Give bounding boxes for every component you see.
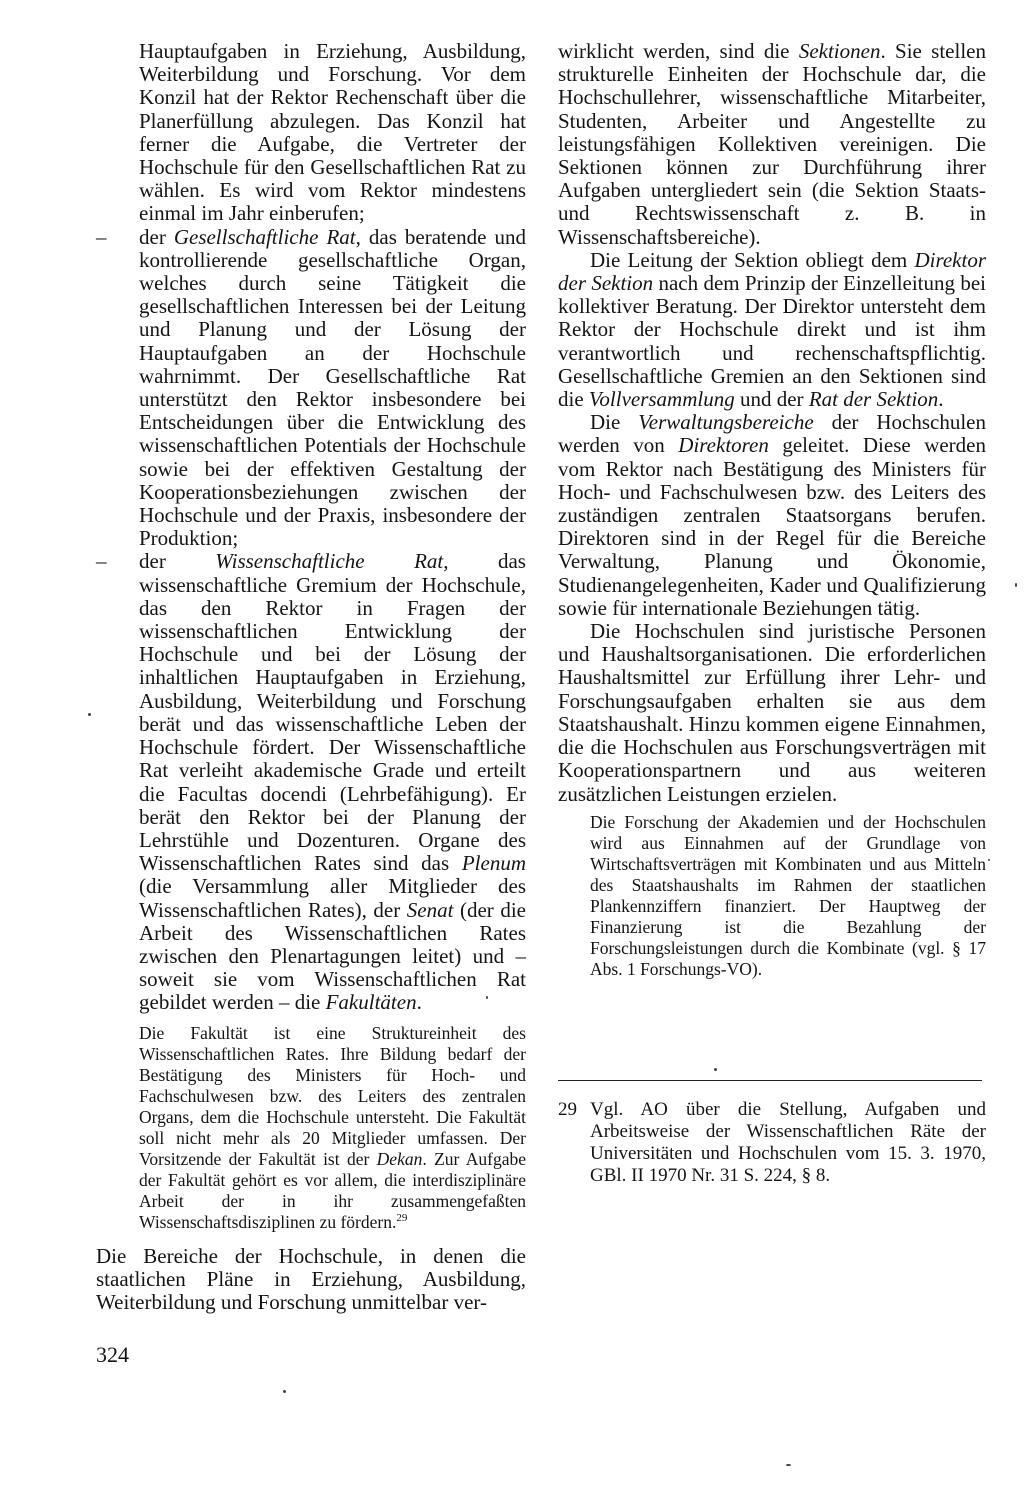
item-text-continued: (die Versammlung aller Mitglieder des Wissenschaftlichen Rates), der <box>139 874 526 922</box>
small-text: . Zur Aufgabe der Fakultät gehört es vor allem, die interdisziplinäre Arbeit der in ihr zusammengefaßten Wissenschaftsdisziplinen zu fördern. <box>139 1148 527 1232</box>
footnote <box>558 1099 986 1187</box>
item-text: , das beratende und kontrollierende gesellschaftliche Organ, welches durch seine Tätigkeit die gesellschaftlichen Interessen bei der Leitung und Planung und der Lösung der Hauptaufgaben an der Hochschule wahrnimmt. Der Gesellschaftliche Rat unterstützt den Rektor insbesondere bei Entscheidungen über die Entwicklung des wissenschaftlichen Potentials der Hochschule sowie bei der effektiven Gestaltung der Kooperationsbeziehungen zwischen der Hochschule und der Praxis, insbesondere der Produktion; <box>139 224 526 551</box>
scan-speck <box>486 996 488 999</box>
paragraph-leitung <box>558 249 986 411</box>
item-prefix: der <box>139 549 216 574</box>
term-wissenschaftliche-rat: Wissenschaftliche Rat <box>215 549 444 574</box>
footnote-text: Vgl. AO über die Stellung, Aufgaben und Arbeitsweise der Wissenschaftlichen Räte der Universitäten und Hochschulen vom 15. 3. 1970, GBl. II 1970 Nr. 31 S. 224, § 8. <box>590 1099 986 1186</box>
right-column <box>558 40 986 980</box>
scan-speck <box>88 713 91 716</box>
list-dash: – <box>96 224 107 249</box>
small-text: Die Forschung der Akademien und der Hochschulen wird aus Einnahmen auf der Grundlage von Wirtschaftsverträgen mit Kombinaten und aus Mitteln des Staatshaushalts im Rahmen der staatlichen Plankennziffern finanziert. Der Hauptweg der Finanzierung ist die Bezahlung der Forschungsleistungen durch die Kombinate (vgl. § 17 Abs. 1 Forschungs-VO). <box>590 811 986 979</box>
small-print-forschung <box>558 812 986 980</box>
term-sektionen: Sektionen <box>798 39 881 63</box>
paragraph-text: . Sie stellen strukturelle Einheiten der Hochschule dar, die Hochschullehrer, wissenschaftliche Mitarbeiter, Studenten, Arbeiter und Angestellte zu leistungsfähigen Kollektiven vereinigen. Die Sektionen können zur Durchführung ihrer Aufgaben untergliedert sein (die Sektion Staats- und Rechtswissenschaft z. B. in Wissenschaftsbereiche). <box>558 39 986 249</box>
paragraph-text: wirklicht werden, sind die <box>558 39 799 63</box>
term-gesellschaftliche-rat: Gesellschaftliche Rat <box>173 224 356 249</box>
list-item-gesellschaftlicher-rat <box>96 226 526 551</box>
scan-speck <box>786 1464 791 1466</box>
item-text-continued: (der die Arbeit des Wissenschaftlichen Rates zwischen den Plenartagungen leitet) und – soweit sie vom Wissenschaftlichen Rat gebildet werden – die <box>139 897 526 1015</box>
scan-speck <box>283 1390 286 1393</box>
item-prefix: der <box>139 224 174 249</box>
paragraph-text: geleitet. Diese werden vom Rektor nach Bestätigung des Ministers für Hoch- und Fachschulwesen bzw. des Leiters des zuständigen zentralen Staatsorgans berufen. Direktoren sind in der Regel für die Bereiche Verwaltung, Planung und Ökonomie, Studienangelegenheiten, Kader und Qualifizierung sowie für internationale Beziehungen tätig. <box>558 433 986 620</box>
term-direktoren: Direktoren <box>678 433 769 458</box>
paragraph-verwaltungsbereiche <box>558 411 986 620</box>
paragraph-text: nach dem Prinzip der Einzelleitung bei kollektiver Beratung. Der Direktor untersteht dem Rektor der Hochschule direkt und ist ihm verantwortlich und rechenschaftspflichtig. Gesellschaftliche Gremien an den Sektionen sind die <box>558 271 986 412</box>
term-dekan: Dekan <box>376 1148 423 1169</box>
paragraph-text: der Hochschulen werden von <box>558 410 986 458</box>
term-vollversammlung: Vollversammlung <box>588 387 735 412</box>
term-plenum: Plenum <box>461 851 526 876</box>
item-text-end: . <box>416 990 422 1015</box>
paragraph-text: Die Leitung der Sektion obliegt dem <box>590 247 915 272</box>
paragraph-hochschulen <box>558 620 986 806</box>
footnote-separator <box>558 1080 982 1081</box>
small-print-fakultaet <box>96 1023 526 1233</box>
scan-speck <box>988 859 990 861</box>
paragraph-text: . <box>938 387 944 412</box>
term-verwaltungsbereiche: Verwaltungsbereiche <box>638 410 814 435</box>
term-direktor-der-sektion: Direktor der Sektion <box>558 247 986 296</box>
paragraph-sektionen <box>558 40 986 249</box>
paragraph-text: Die Hochschulen sind juristische Personen und Haushaltsorganisationen. Die erforderlichen Haushaltsmittel zur Erfüllung ihrer Lehr- und Forschungsaufgaben erhalten sie aus dem Staatshaushalt. Hinzu kommen eigene Einnahmen, die die Hochschulen aus Forschungsverträgen mit Kooperationspartnern und aus weiteren zusätzlichen Leistungen erzielen. <box>558 619 986 806</box>
scan-speck <box>1015 583 1017 587</box>
footnote-reference: 29 <box>396 1211 408 1224</box>
small-text: Die Fakultät ist eine Struktureinheit des Wissenschaftlichen Rates. Ihre Bildung bedarf der Bestätigung des Ministers für Hoch- und Fachschulwesen bzw. des Leiters des zentralen Organs, dem die Hochschule untersteht. Die Fakultät soll nicht mehr als 20 Mitglieder umfassen. Der Vorsitzende der Fakultät ist der <box>139 1022 526 1169</box>
paragraph-text: und der <box>734 387 809 412</box>
item-text: , das wissenschaftliche Gremium der Hochschule, das den Rektor in Fragen der wissenschaftlichen Entwicklung der Hochschule und bei der Lösung der inhaltlichen Hauptaufgaben in Erziehung, Ausbildung, Weiterbildung und Forschung berät und das wissenschaftliche Leben der Hochschule fördert. <box>139 549 526 760</box>
continued-list-item <box>96 40 526 226</box>
term-senat: Senat <box>406 897 454 922</box>
term-rat-der-sektion: Rat der Sektion <box>808 387 939 412</box>
paragraph-text: Die <box>590 410 639 435</box>
list-dash: – <box>96 549 107 574</box>
scan-speck <box>714 1068 717 1071</box>
page-number: 324 <box>96 1342 129 1367</box>
item-text-continued: Der Wissenschaftliche Rat verleiht akademische Grade und erteilt die Facultas docendi (Lehrbefähigung). Er berät den Rektor bei der Planung der Lehrstühle und Dozenturen. Organe des Wissenschaftlichen Rates sind das <box>139 735 526 876</box>
term-fakultaeten: Fakultäten <box>325 990 417 1015</box>
left-column <box>96 40 526 1314</box>
continued-text: Hauptaufgaben in Erziehung, Ausbildung, Weiterbildung und Forschung. Vor dem Konzil hat der Rektor Rechenschaft über die Planerfüllung abzulegen. Das Konzil hat ferner die Aufgabe, die Vertreter der Hochschule für den Gesellschaftlichen Rat zu wählen. Es wird vom Rektor mindestens einmal im Jahr einberufen; <box>139 39 526 226</box>
footnote-number: 29 <box>558 1099 577 1120</box>
paragraph-text: Die Bereiche der Hochschule, in denen die staatlichen Pläne in Erziehung, Ausbildung, Weiterbildung und Forschung unmittelbar ver- <box>96 1243 526 1314</box>
list-item-wissenschaftlicher-rat <box>96 550 526 1014</box>
paragraph-bereiche <box>96 1245 526 1315</box>
